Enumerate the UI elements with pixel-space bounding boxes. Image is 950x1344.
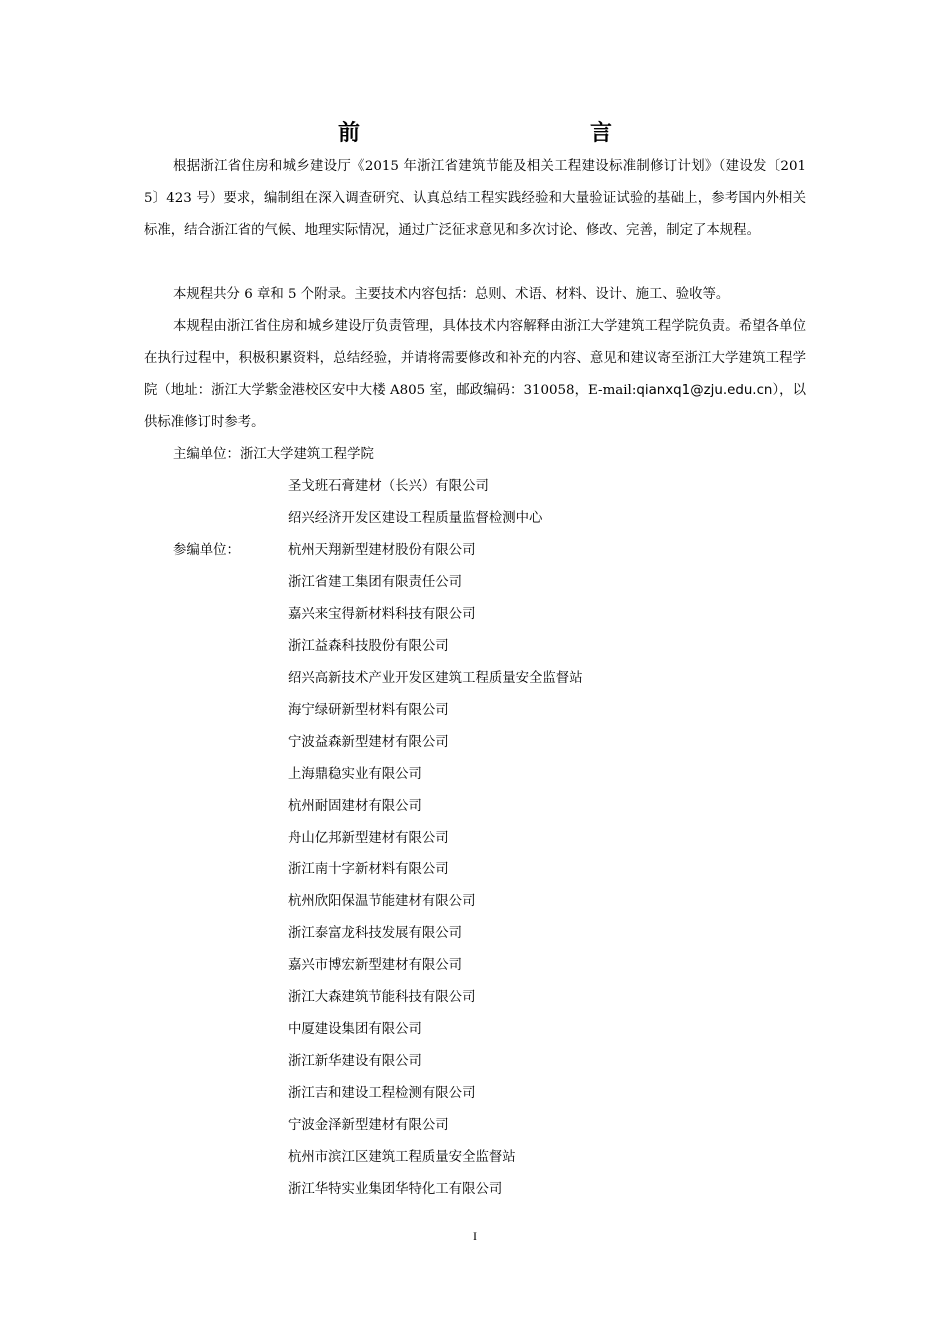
preface-paragraph-2 (144, 279, 806, 311)
chief-unit-item: 圣戈班石膏建材（长兴）有限公司 (288, 479, 489, 494)
paragraph-suffix: ），以供标准修订时参考。 (144, 383, 806, 430)
email-prefix: E-mail: (588, 383, 637, 398)
participant-unit-item: 上海鼎稳实业有限公司 (288, 767, 422, 782)
participant-unit-item: 浙江吉和建设工程检测有限公司 (288, 1086, 476, 1101)
participant-unit-item: 杭州欣阳保温节能建材有限公司 (288, 894, 476, 909)
participant-unit-item: 杭州天翔新型建材股份有限公司 (288, 543, 476, 558)
participant-unit-item: 嘉兴来宝得新材料科技有限公司 (288, 607, 476, 622)
participant-unit-item: 浙江华特实业集团华特化工有限公司 (288, 1182, 503, 1197)
participant-unit-item: 绍兴高新技术产业开发区建筑工程质量安全监督站 (288, 671, 583, 686)
participant-unit-item: 浙江益森科技股份有限公司 (288, 639, 449, 654)
participant-unit-item: 浙江泰富龙科技发展有限公司 (288, 926, 463, 941)
participant-label: 参编单位： (173, 543, 240, 558)
participant-unit-item: 杭州耐固建材有限公司 (288, 799, 422, 814)
participant-unit-item: 杭州市滨江区建筑工程质量安全监督站 (288, 1150, 516, 1165)
preface-paragraph-1 (144, 151, 806, 247)
page-title: 前 言 (337, 121, 674, 146)
participant-unit-item: 浙江大森建筑节能科技有限公司 (288, 990, 476, 1005)
paragraph-text: 根据浙江省住房和城乡建设厅《2015 年浙江省建筑节能及相关工程建设标准制修订计划》（建设发〔2015〕423 号）要求，编制组在深入调查研究、认真总结工程实践经验和大量验证试验的基础上，参考国内外相关标准，结合浙江省的气候、地理实际情况，通过广泛征求意见和多次讨论、修改、完善，制定了本规程。 (144, 159, 806, 238)
participant-unit-item: 宁波金泽新型建材有限公司 (288, 1118, 449, 1133)
paragraph-text (144, 311, 806, 439)
page-number: I (473, 1229, 477, 1243)
participant-unit-item: 舟山亿邦新型建材有限公司 (288, 831, 449, 846)
participant-unit-item: 浙江省建工集团有限责任公司 (288, 575, 463, 590)
paragraph-main-text: 本规程由浙江省住房和城乡建设厅负责管理，具体技术内容解释由浙江大学建筑工程学院负责。希望各单位在执行过程中，积极积累资料，总结经验，并请将需要修改和补充的内容、意见和建议寄至浙江大学建筑工程学院（地址：浙江大学紫金港校区安中大楼 A805 室，邮政编码：310058， (144, 319, 806, 398)
participant-unit-item: 中厦建设集团有限公司 (288, 1022, 422, 1037)
paragraph-text: 本规程共分 6 章和 5 个附录。主要技术内容包括：总则、术语、材料、设计、施工、验收等。 (173, 287, 730, 302)
participant-unit-item: 海宁绿研新型材料有限公司 (288, 703, 449, 718)
preface-paragraph-3 (144, 311, 806, 439)
participant-unit-item: 浙江南十字新材料有限公司 (288, 862, 449, 877)
chief-editor-label: 主编单位：浙江大学建筑工程学院 (173, 447, 374, 462)
participant-unit-item: 浙江新华建设有限公司 (288, 1054, 422, 1069)
chief-unit-item: 绍兴经济开发区建设工程质量监督检测中心 (288, 511, 543, 526)
participant-unit-item: 嘉兴市博宏新型建材有限公司 (288, 958, 463, 973)
email-address-link[interactable]: qianxq1@zju.edu.cn (636, 383, 773, 398)
participant-unit-item: 宁波益森新型建材有限公司 (288, 735, 449, 750)
